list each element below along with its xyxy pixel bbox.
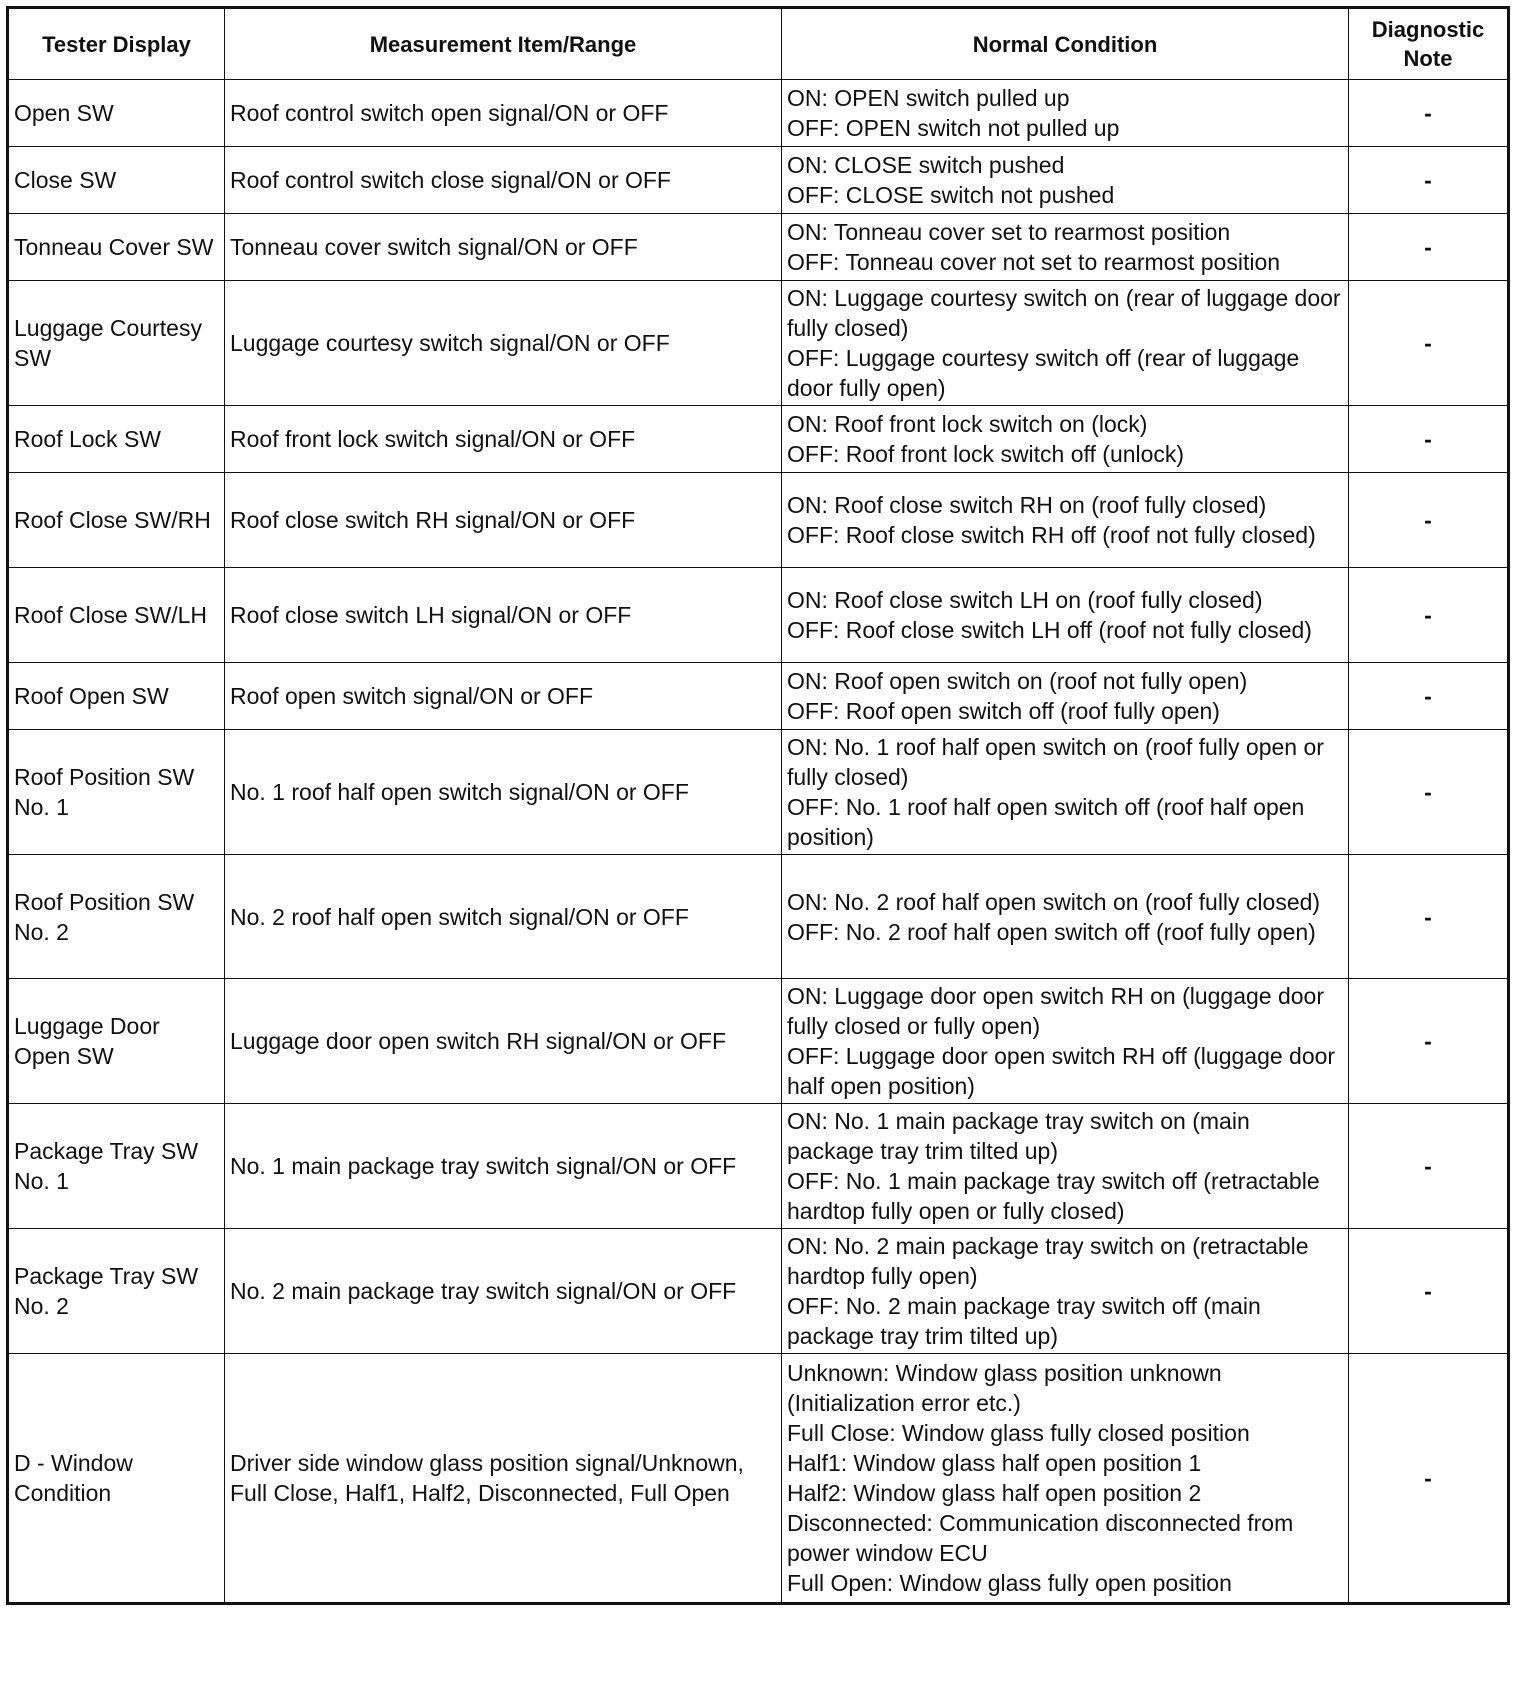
cell-normal-condition: ON: No. 2 main package tray switch on (retractable hardtop fully open) OFF: No. 2 main package tray switch off (main package tray trim tilted up) bbox=[782, 1229, 1349, 1354]
cell-tester-display: Close SW bbox=[8, 147, 225, 214]
cell-tester-display: Roof Close SW/LH bbox=[8, 568, 225, 663]
table-row bbox=[8, 663, 1509, 730]
cell-normal-condition: ON: No. 1 main package tray switch on (main package tray trim tilted up) OFF: No. 1 main package tray switch off (retractable hardtop fully open or fully closed) bbox=[782, 1104, 1349, 1229]
cell-diagnostic-note: - bbox=[1349, 281, 1509, 406]
cell-normal-condition: ON: OPEN switch pulled up OFF: OPEN switch not pulled up bbox=[782, 80, 1349, 147]
data-list-table bbox=[6, 6, 1510, 1605]
cell-tester-display: Luggage Door Open SW bbox=[8, 979, 225, 1104]
header-normal-condition: Normal Condition bbox=[782, 8, 1349, 80]
table-row bbox=[8, 568, 1509, 663]
cell-tester-display: Luggage Courtesy SW bbox=[8, 281, 225, 406]
cell-diagnostic-note: - bbox=[1349, 406, 1509, 473]
cell-measurement: No. 1 main package tray switch signal/ON or OFF bbox=[225, 1104, 782, 1229]
cell-tester-display: Tonneau Cover SW bbox=[8, 214, 225, 281]
table-row bbox=[8, 406, 1509, 473]
cell-diagnostic-note: - bbox=[1349, 979, 1509, 1104]
cell-normal-condition: ON: No. 2 roof half open switch on (roof fully closed) OFF: No. 2 roof half open switch off (roof fully open) bbox=[782, 855, 1349, 979]
cell-normal-condition: ON: Roof front lock switch on (lock) OFF: Roof front lock switch off (unlock) bbox=[782, 406, 1349, 473]
cell-measurement: Luggage door open switch RH signal/ON or OFF bbox=[225, 979, 782, 1104]
cell-normal-condition: Unknown: Window glass position unknown (Initialization error etc.) Full Close: Window glass fully closed position Half1: Window glass half open position 1 Half2: Window glass half open position 2 Disconnected: Communication disconnected from power window ECU Full Open: Window glass fully open position bbox=[782, 1354, 1349, 1604]
cell-tester-display: Roof Open SW bbox=[8, 663, 225, 730]
cell-diagnostic-note: - bbox=[1349, 214, 1509, 281]
cell-measurement: Roof control switch open signal/ON or OFF bbox=[225, 80, 782, 147]
header-measurement-item: Measurement Item/Range bbox=[225, 8, 782, 80]
cell-diagnostic-note: - bbox=[1349, 147, 1509, 214]
cell-tester-display: Roof Position SW No. 1 bbox=[8, 730, 225, 855]
diagnostic-table-container bbox=[6, 6, 1510, 1605]
cell-measurement: No. 2 main package tray switch signal/ON or OFF bbox=[225, 1229, 782, 1354]
cell-diagnostic-note: - bbox=[1349, 80, 1509, 147]
table-row bbox=[8, 855, 1509, 979]
header-tester-display: Tester Display bbox=[8, 8, 225, 80]
table-row bbox=[8, 147, 1509, 214]
cell-tester-display: D - Window Condition bbox=[8, 1354, 225, 1604]
cell-measurement: Tonneau cover switch signal/ON or OFF bbox=[225, 214, 782, 281]
table-row bbox=[8, 80, 1509, 147]
table-header-row bbox=[8, 8, 1509, 80]
cell-normal-condition: ON: Roof close switch RH on (roof fully closed) OFF: Roof close switch RH off (roof not fully closed) bbox=[782, 473, 1349, 568]
cell-measurement: No. 1 roof half open switch signal/ON or OFF bbox=[225, 730, 782, 855]
cell-normal-condition: ON: Luggage door open switch RH on (luggage door fully closed or fully open) OFF: Luggage door open switch RH off (luggage door half open position) bbox=[782, 979, 1349, 1104]
cell-diagnostic-note: - bbox=[1349, 730, 1509, 855]
cell-diagnostic-note: - bbox=[1349, 568, 1509, 663]
cell-tester-display: Roof Position SW No. 2 bbox=[8, 855, 225, 979]
cell-normal-condition: ON: Luggage courtesy switch on (rear of luggage door fully closed) OFF: Luggage courtesy switch off (rear of luggage door fully open) bbox=[782, 281, 1349, 406]
cell-normal-condition: ON: Roof close switch LH on (roof fully closed) OFF: Roof close switch LH off (roof not fully closed) bbox=[782, 568, 1349, 663]
cell-tester-display: Package Tray SW No. 1 bbox=[8, 1104, 225, 1229]
table-row bbox=[8, 214, 1509, 281]
cell-measurement: Roof close switch RH signal/ON or OFF bbox=[225, 473, 782, 568]
cell-diagnostic-note: - bbox=[1349, 1104, 1509, 1229]
cell-normal-condition: ON: Tonneau cover set to rearmost position OFF: Tonneau cover not set to rearmost position bbox=[782, 214, 1349, 281]
cell-tester-display: Roof Close SW/RH bbox=[8, 473, 225, 568]
table-row bbox=[8, 1354, 1509, 1604]
cell-measurement: No. 2 roof half open switch signal/ON or OFF bbox=[225, 855, 782, 979]
table-row bbox=[8, 730, 1509, 855]
table-row bbox=[8, 1104, 1509, 1229]
cell-normal-condition: ON: Roof open switch on (roof not fully open) OFF: Roof open switch off (roof fully open) bbox=[782, 663, 1349, 730]
table-row bbox=[8, 1229, 1509, 1354]
table-row bbox=[8, 281, 1509, 406]
cell-tester-display: Roof Lock SW bbox=[8, 406, 225, 473]
cell-diagnostic-note: - bbox=[1349, 1354, 1509, 1604]
cell-measurement: Roof front lock switch signal/ON or OFF bbox=[225, 406, 782, 473]
cell-measurement: Driver side window glass position signal/Unknown, Full Close, Half1, Half2, Disconnected, Full Open bbox=[225, 1354, 782, 1604]
header-diagnostic-note: Diagnostic Note bbox=[1349, 8, 1509, 80]
cell-tester-display: Package Tray SW No. 2 bbox=[8, 1229, 225, 1354]
cell-measurement: Roof close switch LH signal/ON or OFF bbox=[225, 568, 782, 663]
cell-normal-condition: ON: CLOSE switch pushed OFF: CLOSE switch not pushed bbox=[782, 147, 1349, 214]
table-row bbox=[8, 473, 1509, 568]
cell-tester-display: Open SW bbox=[8, 80, 225, 147]
table-row bbox=[8, 979, 1509, 1104]
cell-diagnostic-note: - bbox=[1349, 855, 1509, 979]
cell-diagnostic-note: - bbox=[1349, 663, 1509, 730]
cell-measurement: Roof open switch signal/ON or OFF bbox=[225, 663, 782, 730]
cell-measurement: Luggage courtesy switch signal/ON or OFF bbox=[225, 281, 782, 406]
cell-measurement: Roof control switch close signal/ON or OFF bbox=[225, 147, 782, 214]
cell-diagnostic-note: - bbox=[1349, 473, 1509, 568]
cell-diagnostic-note: - bbox=[1349, 1229, 1509, 1354]
cell-normal-condition: ON: No. 1 roof half open switch on (roof fully open or fully closed) OFF: No. 1 roof half open switch off (roof half open position) bbox=[782, 730, 1349, 855]
